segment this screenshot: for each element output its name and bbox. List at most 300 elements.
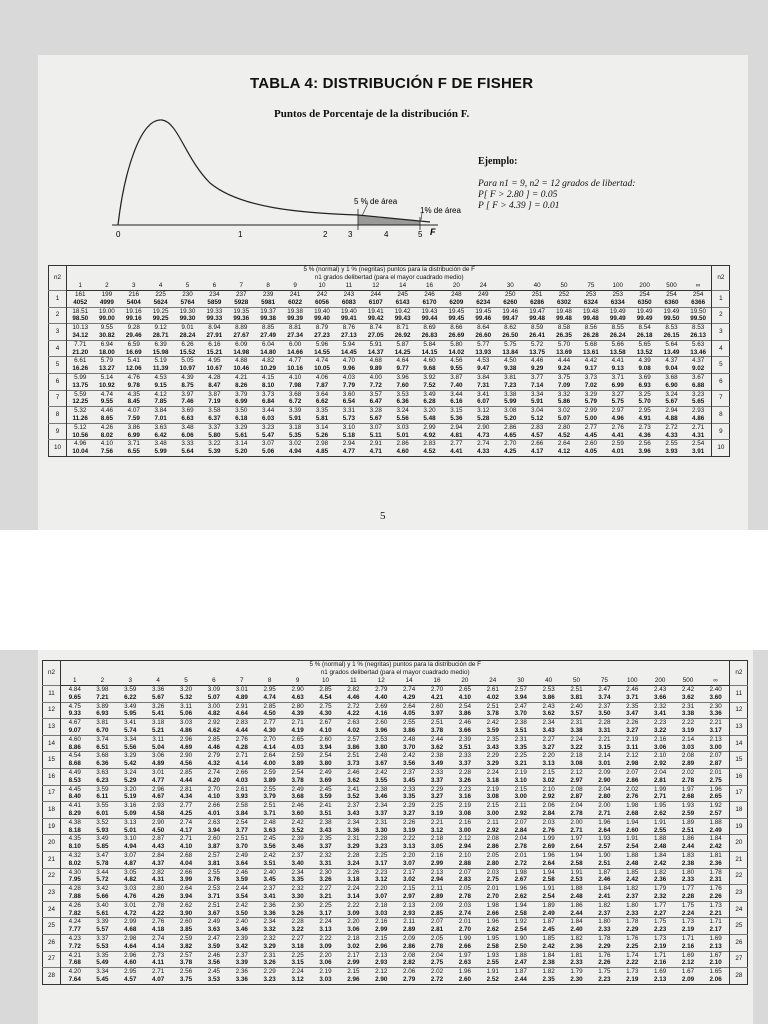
cell-5pct: 2.98 <box>116 934 144 942</box>
cell-1pct: 6.36 <box>396 398 409 406</box>
cell-5pct: 2.49 <box>312 768 340 776</box>
n1-column-header: 24 <box>479 677 507 686</box>
cell-1pct: 2.90 <box>598 776 611 784</box>
cell-1pct: 3.22 <box>291 926 304 934</box>
cell-1pct: 6.47 <box>369 398 382 406</box>
cell-1pct: 3.75 <box>179 975 193 983</box>
cell-5pct: 19.49 <box>604 307 631 315</box>
cell-1pct: 10.56 <box>72 431 89 439</box>
cell-1pct: 4.88 <box>665 414 678 422</box>
n1-column-header: 12 <box>367 677 395 686</box>
table-row-5pct <box>43 934 748 942</box>
cell-5pct: 2.33 <box>395 785 423 793</box>
cell-1pct: 2.81 <box>654 776 667 784</box>
cell-1pct: 3.86 <box>347 743 360 751</box>
cell-5pct: 2.74 <box>172 818 200 826</box>
cell-5pct: 1.91 <box>646 818 674 826</box>
cell-1pct: 7.46 <box>181 398 194 406</box>
cell-1pct: 3.17 <box>319 909 332 917</box>
n2-label: 1 <box>49 291 67 308</box>
cell-5pct: 2.46 <box>284 802 312 810</box>
table-row-1pct <box>49 315 730 323</box>
table-row-1pct <box>43 910 748 918</box>
cell-1pct: 3.18 <box>347 876 360 884</box>
cell-1pct: 3.52 <box>291 826 304 834</box>
cell-1pct: 2.36 <box>570 942 583 950</box>
table-row-5pct <box>43 752 748 760</box>
cell-5pct: 2.04 <box>590 785 618 793</box>
cell-1pct: 10.67 <box>206 365 223 373</box>
n1-column-header: 2 <box>88 677 116 686</box>
n1-column-header: 100 <box>618 677 646 686</box>
cell-1pct: 5.65 <box>692 398 705 406</box>
cell-5pct: 1.91 <box>479 968 507 976</box>
cell-1pct: 4.64 <box>235 710 248 718</box>
cell-1pct: 3.50 <box>235 909 248 917</box>
cell-5pct: 2.96 <box>144 785 172 793</box>
cell-5pct: 1.90 <box>507 934 535 942</box>
cell-1pct: 2.41 <box>598 892 611 900</box>
cell-1pct: 3.59 <box>486 726 499 734</box>
cell-1pct: 3.27 <box>430 793 444 801</box>
cell-5pct: 1.82 <box>563 934 591 942</box>
cell-1pct: 26.35 <box>556 331 572 339</box>
cell-5pct: 216 <box>120 291 147 299</box>
cell-5pct: 18.51 <box>67 307 94 315</box>
cell-1pct: 5.99 <box>504 398 517 406</box>
cell-1pct: 4.17 <box>530 448 544 456</box>
cell-5pct: 4.45 <box>61 785 89 793</box>
n2-label: 8 <box>712 407 730 424</box>
cell-5pct: 8.76 <box>335 324 362 332</box>
cell-1pct: 2.45 <box>542 926 555 934</box>
n2-label: 4 <box>712 340 730 357</box>
cell-5pct: 5.70 <box>551 340 578 348</box>
cell-1pct: 6.99 <box>611 381 624 389</box>
cell-1pct: 3.47 <box>626 710 639 718</box>
n2-label: 24 <box>730 901 748 918</box>
cell-5pct: 3.47 <box>88 851 116 859</box>
cell-1pct: 4.82 <box>207 710 221 718</box>
n1-column-header: 11 <box>335 282 362 291</box>
cell-1pct: 6.06 <box>181 431 194 439</box>
cell-1pct: 2.78 <box>514 843 527 851</box>
cell-5pct: 3.22 <box>201 440 228 448</box>
cell-5pct: 4.46 <box>93 407 120 415</box>
cell-1pct: 4.30 <box>319 710 332 718</box>
cell-1pct: 2.59 <box>681 809 695 817</box>
cell-1pct: 3.13 <box>542 760 555 768</box>
cell-5pct: 3.01 <box>116 901 144 909</box>
n1-column-header: 1 <box>67 282 94 291</box>
example-line: Para n1 = 9, n2 = 12 grados de libertad: <box>478 179 636 189</box>
cell-1pct: 7.88 <box>68 892 81 900</box>
cell-1pct: 2.99 <box>347 959 360 967</box>
n2-label: 15 <box>730 752 748 769</box>
cell-1pct: 6.36 <box>96 760 109 768</box>
cell-5pct: 2.25 <box>312 901 340 909</box>
cell-5pct: 1.99 <box>646 785 674 793</box>
cell-5pct: 4.24 <box>61 918 89 926</box>
cell-1pct: 5.29 <box>124 776 137 784</box>
cell-1pct: 6.01 <box>96 809 109 817</box>
cell-5pct: 1.71 <box>702 918 730 926</box>
cell-5pct: 3.44 <box>443 390 470 398</box>
cell-5pct: 1.79 <box>646 885 674 893</box>
cell-1pct: 3.94 <box>319 743 332 751</box>
cell-5pct: 2.74 <box>470 440 497 448</box>
cell-5pct: 1.84 <box>590 885 618 893</box>
cell-5pct: 3.89 <box>88 702 116 710</box>
cell-5pct: 6.59 <box>120 340 147 348</box>
cell-5pct: 2.51 <box>256 802 284 810</box>
cell-1pct: 8.02 <box>100 431 113 439</box>
cell-5pct: 3.42 <box>88 885 116 893</box>
n2-label: 26 <box>43 934 61 951</box>
cell-1pct: 3.27 <box>626 726 639 734</box>
cell-5pct: 2.26 <box>618 719 646 727</box>
cell-5pct: 3.29 <box>116 752 144 760</box>
cell-5pct: 2.61 <box>479 686 507 694</box>
cell-5pct: 2.26 <box>395 818 423 826</box>
cell-5pct: 19.43 <box>416 307 443 315</box>
cell-1pct: 5.56 <box>124 743 137 751</box>
cell-1pct: 9.04 <box>665 365 678 373</box>
cell-5pct: 4.37 <box>685 357 712 365</box>
cell-1pct: 2.23 <box>598 975 611 983</box>
cell-1pct: 2.46 <box>598 876 611 884</box>
cell-1pct: 9.55 <box>450 365 463 373</box>
cell-5pct: 2.98 <box>309 440 336 448</box>
cell-5pct: 2.21 <box>590 735 618 743</box>
cell-5pct: 2.60 <box>577 440 604 448</box>
cell-5pct: 3.16 <box>116 802 144 810</box>
cell-5pct: 2.05 <box>479 851 507 859</box>
cell-1pct: 3.36 <box>347 826 360 834</box>
cell-5pct: 248 <box>443 291 470 299</box>
cell-5pct: 2.08 <box>395 951 423 959</box>
table-row-5pct <box>43 885 748 893</box>
cell-1pct: 4.25 <box>179 809 193 817</box>
cell-1pct: 5.00 <box>584 414 597 422</box>
table-row-1pct <box>43 860 748 868</box>
cell-1pct: 2.96 <box>375 942 388 950</box>
cell-5pct: 2.83 <box>416 440 443 448</box>
cell-5pct: 5.66 <box>604 340 631 348</box>
cell-1pct: 5.47 <box>262 431 275 439</box>
cell-1pct: 99.48 <box>556 315 572 323</box>
cell-5pct: 4.96 <box>67 440 94 448</box>
cell-5pct: 2.15 <box>367 934 395 942</box>
table-row-1pct <box>43 926 748 934</box>
cell-5pct: 6.26 <box>174 340 201 348</box>
cell-1pct: 7.40 <box>450 381 463 389</box>
cell-5pct: 2.17 <box>395 868 423 876</box>
cell-5pct: 2.20 <box>535 752 563 760</box>
cell-1pct: 9.78 <box>127 381 140 389</box>
cell-5pct: 2.00 <box>590 802 618 810</box>
example-title: Ejemplo: <box>478 156 518 167</box>
cell-5pct: 4.28 <box>61 885 89 893</box>
cell-5pct: 2.93 <box>144 802 172 810</box>
cell-1pct: 2.13 <box>654 975 667 983</box>
cell-1pct: 3.08 <box>458 809 472 817</box>
cell-5pct: 2.90 <box>172 752 200 760</box>
cell-1pct: 3.50 <box>598 710 611 718</box>
cell-1pct: 2.88 <box>458 859 472 867</box>
cell-1pct: 5.57 <box>96 926 109 934</box>
cell-5pct: 3.20 <box>116 785 144 793</box>
cell-1pct: 27.67 <box>233 331 250 339</box>
n2-label: 7 <box>712 390 730 407</box>
cell-5pct: 2.35 <box>479 735 507 743</box>
cell-5pct: 8.81 <box>282 324 309 332</box>
cell-1pct: 2.52 <box>486 975 499 983</box>
table-row-5pct <box>43 951 748 959</box>
cell-1pct: 4.82 <box>124 876 137 884</box>
cell-5pct: 2.55 <box>658 440 685 448</box>
cell-1pct: 7.59 <box>127 414 140 422</box>
n2-label: 13 <box>43 719 61 736</box>
f-table-1 <box>48 265 730 457</box>
table-row-1pct <box>49 299 730 307</box>
cell-5pct: 1.99 <box>451 934 479 942</box>
cell-5pct: 2.05 <box>423 934 451 942</box>
cell-1pct: 3.02 <box>542 776 555 784</box>
cell-5pct: 3.64 <box>309 390 336 398</box>
cell-5pct: 4.74 <box>93 390 120 398</box>
cell-1pct: 5.26 <box>315 431 329 439</box>
cell-5pct: 6.16 <box>201 340 228 348</box>
cell-5pct: 2.72 <box>658 423 685 431</box>
cell-1pct: 5.64 <box>181 448 194 456</box>
cell-5pct: 2.00 <box>563 818 591 826</box>
cell-5pct: 1.78 <box>702 868 730 876</box>
cell-5pct: 1.65 <box>702 968 730 976</box>
n1-column-header: 7 <box>228 677 256 686</box>
cell-5pct: 2.17 <box>339 951 367 959</box>
cell-5pct: 1.96 <box>479 918 507 926</box>
cell-5pct: 5.41 <box>120 357 147 365</box>
cell-5pct: 2.15 <box>507 785 535 793</box>
cell-5pct: 3.34 <box>88 968 116 976</box>
cell-5pct: 1.86 <box>563 901 591 909</box>
cell-1pct: 3.66 <box>458 726 472 734</box>
cell-1pct: 2.76 <box>542 826 555 834</box>
cell-5pct: 19.35 <box>228 307 255 315</box>
cell-5pct: 1.88 <box>646 835 674 843</box>
cell-5pct: 2.07 <box>507 818 535 826</box>
cell-5pct: 2.78 <box>144 901 172 909</box>
cell-5pct: 10.13 <box>67 324 94 332</box>
cell-5pct: 4.88 <box>228 357 255 365</box>
cell-1pct: 5.93 <box>96 826 109 834</box>
cell-5pct: 2.54 <box>451 702 479 710</box>
cell-1pct: 4.05 <box>584 448 597 456</box>
cell-5pct: 1.82 <box>535 968 563 976</box>
cell-1pct: 2.78 <box>430 942 444 950</box>
cell-5pct: 1.87 <box>507 968 535 976</box>
cell-1pct: 5.45 <box>96 975 109 983</box>
n2-label: 14 <box>43 735 61 752</box>
cell-5pct: 1.78 <box>590 934 618 942</box>
cell-1pct: 2.48 <box>570 892 583 900</box>
cell-1pct: 2.19 <box>681 926 695 934</box>
cell-5pct: 3.03 <box>389 423 416 431</box>
cell-5pct: 2.74 <box>395 686 423 694</box>
cell-5pct: 19.37 <box>255 307 282 315</box>
cell-1pct: 5.67 <box>369 414 382 422</box>
cell-5pct: 1.73 <box>646 934 674 942</box>
cell-1pct: 2.97 <box>570 776 583 784</box>
cell-5pct: 2.24 <box>563 735 591 743</box>
cell-1pct: 3.08 <box>570 760 583 768</box>
cell-1pct: 6.55 <box>127 448 140 456</box>
cell-5pct: 4.21 <box>61 951 89 959</box>
n2-label: 22 <box>43 868 61 885</box>
cell-1pct: 2.38 <box>542 959 555 967</box>
n2-label: 24 <box>43 901 61 918</box>
cell-5pct: 2.37 <box>256 885 284 893</box>
table-row-1pct <box>49 432 730 440</box>
cell-5pct: 3.01 <box>228 686 256 694</box>
cell-5pct: 3.73 <box>577 373 604 381</box>
n1-column-header: 9 <box>284 677 312 686</box>
cell-1pct: 34.12 <box>72 331 89 339</box>
n1-column-header: 9 <box>282 282 309 291</box>
cell-5pct: 2.82 <box>339 686 367 694</box>
n1-column-header: 200 <box>646 677 674 686</box>
cell-5pct: 2.80 <box>284 702 312 710</box>
cell-5pct: 3.23 <box>255 423 282 431</box>
cell-5pct: 19.47 <box>524 307 551 315</box>
cell-1pct: 26.28 <box>582 331 599 339</box>
cell-1pct: 5.42 <box>124 760 137 768</box>
n1-column-header: 3 <box>116 677 144 686</box>
cell-1pct: 3.41 <box>654 710 667 718</box>
cell-1pct: 12.06 <box>125 365 142 373</box>
cell-5pct: 2.14 <box>590 752 618 760</box>
cell-5pct: 3.87 <box>201 390 228 398</box>
cell-1pct: 4.02 <box>486 693 499 701</box>
cell-1pct: 4.89 <box>235 693 248 701</box>
cell-1pct: 3.93 <box>665 448 678 456</box>
cell-5pct: 2.95 <box>631 407 658 415</box>
cell-1pct: 4.10 <box>458 693 472 701</box>
cell-5pct: 3.14 <box>228 440 255 448</box>
cell-1pct: 4.41 <box>450 448 463 456</box>
cell-5pct: 19.25 <box>147 307 174 315</box>
cell-5pct: 161 <box>67 291 94 299</box>
cell-5pct: 1.78 <box>618 918 646 926</box>
cell-1pct: 2.94 <box>458 843 472 851</box>
n2-label: 19 <box>43 818 61 835</box>
n2-label: 18 <box>730 802 748 819</box>
cell-5pct: 2.66 <box>200 802 228 810</box>
cell-1pct: 5.99 <box>154 448 167 456</box>
cell-1pct: 3.10 <box>514 776 527 784</box>
cell-5pct: 19.42 <box>389 307 416 315</box>
cell-5pct: 4.49 <box>61 768 89 776</box>
cell-5pct: 8.71 <box>389 324 416 332</box>
cell-1pct: 3.73 <box>347 760 360 768</box>
cell-5pct: 5.87 <box>389 340 416 348</box>
cell-1pct: 2.57 <box>598 843 611 851</box>
cell-1pct: 2.79 <box>403 975 416 983</box>
cell-5pct: 1.91 <box>535 885 563 893</box>
cell-5pct: 2.83 <box>228 719 256 727</box>
cell-1pct: 2.27 <box>654 909 667 917</box>
cell-5pct: 4.41 <box>604 357 631 365</box>
cell-5pct: 1.93 <box>674 802 702 810</box>
page-number: 5 <box>380 510 386 522</box>
cell-5pct: 4.75 <box>61 702 89 710</box>
cell-1pct: 3.64 <box>235 859 248 867</box>
cell-1pct: 7.52 <box>423 381 436 389</box>
cell-1pct: 2.63 <box>458 959 472 967</box>
cell-1pct: 13.46 <box>690 348 707 356</box>
cell-5pct: 3.81 <box>88 719 116 727</box>
cell-1pct: 4.58 <box>151 809 165 817</box>
cell-5pct: 2.40 <box>563 702 591 710</box>
cell-5pct: 4.95 <box>201 357 228 365</box>
cell-1pct: 99.16 <box>125 315 142 323</box>
cell-5pct: 2.60 <box>172 918 200 926</box>
cell-1pct: 5.09 <box>124 809 137 817</box>
example-line: P [ F > 4.39 ] = 0.01 <box>478 201 560 211</box>
cell-1pct: 4.68 <box>124 926 137 934</box>
cell-1pct: 2.90 <box>375 975 388 983</box>
cell-1pct: 5.67 <box>151 693 165 701</box>
cell-5pct: 6.04 <box>255 340 282 348</box>
n1-column-header: 40 <box>535 677 563 686</box>
cell-1pct: 9.08 <box>638 365 651 373</box>
cell-1pct: 9.02 <box>692 365 705 373</box>
cell-5pct: 2.65 <box>284 735 312 743</box>
cell-5pct: 1.98 <box>618 802 646 810</box>
n1-column-header: 3 <box>120 282 147 291</box>
cell-1pct: 5.61 <box>235 431 248 439</box>
cell-1pct: 3.43 <box>486 743 499 751</box>
cell-1pct: 3.29 <box>347 843 360 851</box>
cell-5pct: 1.88 <box>563 885 591 893</box>
cell-5pct: 1.76 <box>618 934 646 942</box>
cell-5pct: 1.85 <box>535 934 563 942</box>
cell-1pct: 6.03 <box>262 414 275 422</box>
cell-1pct: 14.25 <box>394 348 411 356</box>
cell-1pct: 2.64 <box>598 826 611 834</box>
cell-5pct: 2.53 <box>535 686 563 694</box>
cell-5pct: 2.31 <box>674 702 702 710</box>
cell-1pct: 5.85 <box>96 843 109 851</box>
cell-5pct: 2.16 <box>423 851 451 859</box>
cell-5pct: 19.49 <box>631 307 658 315</box>
cell-5pct: 2.29 <box>479 752 507 760</box>
n1-column-header: 100 <box>604 282 631 291</box>
table-row-5pct <box>43 818 748 826</box>
cell-1pct: 9.38 <box>504 365 517 373</box>
cell-1pct: 3.59 <box>319 793 332 801</box>
cell-5pct: 3.63 <box>88 768 116 776</box>
cell-5pct: 1.96 <box>507 885 535 893</box>
cell-5pct: 3.24 <box>389 407 416 415</box>
cell-1pct: 7.23 <box>504 381 517 389</box>
cell-5pct: 3.02 <box>551 407 578 415</box>
cell-1pct: 99.49 <box>636 315 653 323</box>
cell-5pct: 2.43 <box>646 686 674 694</box>
cell-5pct: 2.73 <box>631 423 658 431</box>
cell-5pct: 2.40 <box>256 868 284 876</box>
